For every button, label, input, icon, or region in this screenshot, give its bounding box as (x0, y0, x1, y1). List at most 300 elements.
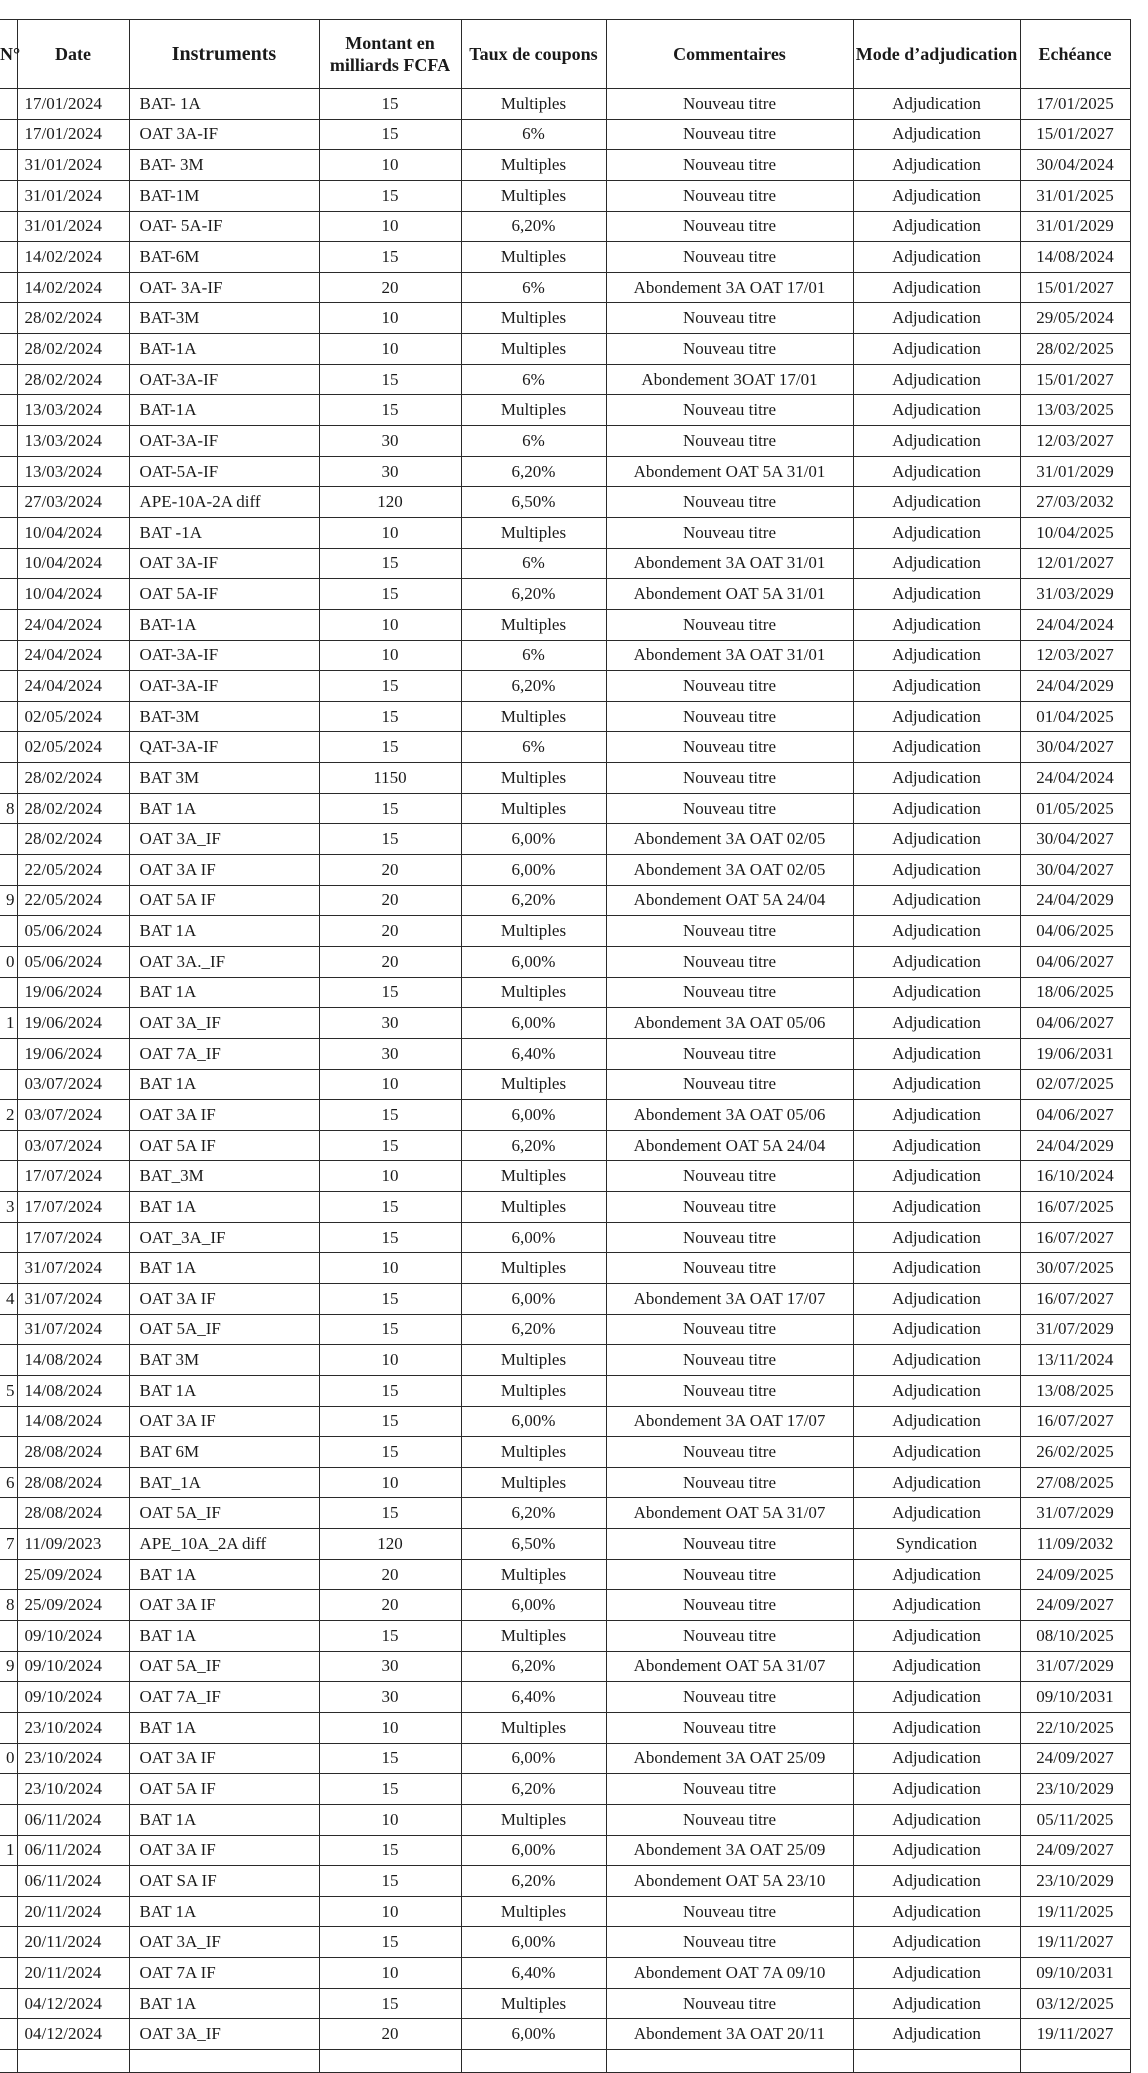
date-cell: 05/06/2024 (17, 946, 129, 977)
mode-cell: Adjudication (853, 671, 1020, 702)
row-number: 0 (0, 946, 17, 977)
comment-cell: Nouveau titre (606, 1621, 853, 1652)
coupon-cell: Multiples (461, 1345, 606, 1376)
mode-cell: Adjudication (853, 609, 1020, 640)
mode-cell: Adjudication (853, 1314, 1020, 1345)
mode-cell: Adjudication (853, 303, 1020, 334)
mode-cell: Adjudication (853, 150, 1020, 181)
coupon-cell: Multiples (461, 1161, 606, 1192)
table-row (0, 1835, 1130, 1866)
comment-cell: Nouveau titre (606, 334, 853, 365)
table-row (0, 1192, 1130, 1223)
date-cell: 13/03/2024 (17, 456, 129, 487)
comment-cell: Nouveau titre (606, 701, 853, 732)
maturity-cell: 02/07/2025 (1020, 1069, 1130, 1100)
table-row (0, 426, 1130, 457)
row-number (0, 334, 17, 365)
header-no: N° (0, 20, 17, 89)
header-instrument: Instruments (129, 20, 319, 89)
instrument-cell: QAT-3A-IF (129, 732, 319, 763)
comment-cell: Nouveau titre (606, 150, 853, 181)
maturity-cell: 09/10/2031 (1020, 1682, 1130, 1713)
row-number (0, 272, 17, 303)
comment-cell: Nouveau titre (606, 1712, 853, 1743)
coupon-cell: 6,40% (461, 1038, 606, 1069)
table-row (0, 1927, 1130, 1958)
row-number (0, 855, 17, 886)
row-number (0, 1222, 17, 1253)
row-number: 1 (0, 1008, 17, 1039)
comment-cell: Abondement 3A OAT 17/07 (606, 1406, 853, 1437)
mode-cell: Adjudication (853, 1651, 1020, 1682)
maturity-cell: 24/04/2029 (1020, 671, 1130, 702)
coupon-cell: 6,00% (461, 1590, 606, 1621)
maturity-cell: 15/01/2027 (1020, 119, 1130, 150)
mode-cell: Adjudication (853, 1253, 1020, 1284)
coupon-cell: 6,20% (461, 1866, 606, 1897)
date-cell: 24/04/2024 (17, 671, 129, 702)
row-number (0, 242, 17, 273)
amount-cell: 120 (319, 1529, 461, 1560)
empty-cell (461, 2050, 606, 2073)
amount-cell: 15 (319, 1743, 461, 1774)
row-number: 4 (0, 1283, 17, 1314)
amount-cell: 20 (319, 1590, 461, 1621)
row-number (0, 1774, 17, 1805)
date-cell: 10/04/2024 (17, 579, 129, 610)
row-number: 1 (0, 1835, 17, 1866)
row-number: 7 (0, 1529, 17, 1560)
coupon-cell: 6% (461, 119, 606, 150)
mode-cell: Adjudication (853, 272, 1020, 303)
table-row (0, 916, 1130, 947)
row-number (0, 640, 17, 671)
row-number (0, 1866, 17, 1897)
comment-cell: Abondement 3OAT 17/01 (606, 364, 853, 395)
instrument-cell: OAT 3A IF (129, 1590, 319, 1621)
mode-cell: Adjudication (853, 1130, 1020, 1161)
amount-cell: 20 (319, 946, 461, 977)
coupon-cell: 6,20% (461, 1498, 606, 1529)
table-row (0, 211, 1130, 242)
coupon-cell: Multiples (461, 1712, 606, 1743)
coupon-cell: 6% (461, 426, 606, 457)
coupon-cell: 6,00% (461, 2019, 606, 2050)
coupon-cell: Multiples (461, 242, 606, 273)
amount-cell: 15 (319, 1375, 461, 1406)
date-cell: 20/11/2024 (17, 1927, 129, 1958)
mode-cell: Adjudication (853, 1804, 1020, 1835)
amount-cell: 15 (319, 1498, 461, 1529)
row-number (0, 1406, 17, 1437)
row-number (0, 364, 17, 395)
table-row (0, 1958, 1130, 1989)
maturity-cell: 12/01/2027 (1020, 548, 1130, 579)
coupon-cell: Multiples (461, 1437, 606, 1468)
date-cell: 19/06/2024 (17, 1008, 129, 1039)
date-cell: 10/04/2024 (17, 548, 129, 579)
table-row (0, 1988, 1130, 2019)
date-cell: 06/11/2024 (17, 1804, 129, 1835)
maturity-cell: 24/04/2029 (1020, 1130, 1130, 1161)
date-cell: 03/07/2024 (17, 1100, 129, 1131)
maturity-cell: 26/02/2025 (1020, 1437, 1130, 1468)
comment-cell: Abondement 3A OAT 17/01 (606, 272, 853, 303)
mode-cell: Adjudication (853, 487, 1020, 518)
comment-cell: Abondement 3A OAT 31/01 (606, 548, 853, 579)
comment-cell: Nouveau titre (606, 395, 853, 426)
row-number (0, 150, 17, 181)
date-cell: 13/03/2024 (17, 426, 129, 457)
maturity-cell: 13/03/2025 (1020, 395, 1130, 426)
row-number (0, 1437, 17, 1468)
instrument-cell: BAT 6M (129, 1437, 319, 1468)
table-row (0, 885, 1130, 916)
mode-cell: Adjudication (853, 1069, 1020, 1100)
comment-cell: Abondement OAT 7A 09/10 (606, 1958, 853, 1989)
table-row (0, 824, 1130, 855)
mode-cell: Adjudication (853, 1498, 1020, 1529)
maturity-cell: 04/06/2027 (1020, 946, 1130, 977)
mode-cell: Adjudication (853, 1682, 1020, 1713)
maturity-cell: 31/07/2029 (1020, 1314, 1130, 1345)
maturity-cell: 04/06/2027 (1020, 1100, 1130, 1131)
instrument-cell: OAT_3A_IF (129, 1222, 319, 1253)
table-row (0, 1222, 1130, 1253)
table-row (0, 517, 1130, 548)
table-row (0, 1283, 1130, 1314)
comment-cell: Nouveau titre (606, 1345, 853, 1376)
coupon-cell: 6,00% (461, 1927, 606, 1958)
table-row (0, 1774, 1130, 1805)
row-number (0, 1069, 17, 1100)
amount-cell: 10 (319, 640, 461, 671)
row-number (0, 1038, 17, 1069)
table-row (0, 2019, 1130, 2050)
mode-cell: Adjudication (853, 640, 1020, 671)
coupon-cell: Multiples (461, 763, 606, 794)
amount-cell: 10 (319, 1958, 461, 1989)
date-cell: 28/02/2024 (17, 824, 129, 855)
coupon-cell: 6,00% (461, 1743, 606, 1774)
date-cell: 28/02/2024 (17, 334, 129, 365)
coupon-cell: 6% (461, 732, 606, 763)
table-row (0, 1467, 1130, 1498)
table-row (0, 1253, 1130, 1284)
row-number (0, 1253, 17, 1284)
instrument-cell: BAT 1A (129, 793, 319, 824)
maturity-cell: 12/03/2027 (1020, 640, 1130, 671)
comment-cell: Abondement 3A OAT 31/01 (606, 640, 853, 671)
table-row (0, 1375, 1130, 1406)
instrument-cell: OAT 3A_IF (129, 1008, 319, 1039)
table-row (0, 579, 1130, 610)
mode-cell: Adjudication (853, 1621, 1020, 1652)
instrument-cell: BAT 1A (129, 1988, 319, 2019)
coupon-cell: Multiples (461, 180, 606, 211)
row-number: 5 (0, 1375, 17, 1406)
comment-cell: Nouveau titre (606, 211, 853, 242)
issuance-table (0, 19, 1131, 2073)
table-row (0, 1161, 1130, 1192)
comment-cell: Nouveau titre (606, 1192, 853, 1223)
row-number (0, 395, 17, 426)
row-number (0, 1988, 17, 2019)
amount-cell: 10 (319, 1712, 461, 1743)
amount-cell: 10 (319, 1345, 461, 1376)
date-cell: 31/07/2024 (17, 1314, 129, 1345)
date-cell: 23/10/2024 (17, 1774, 129, 1805)
date-cell: 28/02/2024 (17, 793, 129, 824)
instrument-cell: BAT 1A (129, 1192, 319, 1223)
date-cell: 28/02/2024 (17, 763, 129, 794)
table-body (0, 89, 1130, 2073)
amount-cell: 15 (319, 1774, 461, 1805)
coupon-cell: 6,20% (461, 671, 606, 702)
table-row (0, 946, 1130, 977)
instrument-cell: OAT 7A_IF (129, 1038, 319, 1069)
instrument-cell: OAT 3A IF (129, 1100, 319, 1131)
coupon-cell: 6% (461, 548, 606, 579)
coupon-cell: 6,50% (461, 1529, 606, 1560)
amount-cell: 15 (319, 1835, 461, 1866)
mode-cell: Adjudication (853, 1988, 1020, 2019)
instrument-cell: OAT 5A_IF (129, 1498, 319, 1529)
mode-cell: Syndication (853, 1529, 1020, 1560)
instrument-cell: OAT-3A-IF (129, 364, 319, 395)
row-number: 0 (0, 1743, 17, 1774)
comment-cell: Nouveau titre (606, 1682, 853, 1713)
instrument-cell: OAT 3A IF (129, 855, 319, 886)
amount-cell: 15 (319, 1314, 461, 1345)
coupon-cell: 6% (461, 272, 606, 303)
comment-cell: Abondement OAT 5A 24/04 (606, 1130, 853, 1161)
amount-cell: 30 (319, 426, 461, 457)
row-number (0, 456, 17, 487)
coupon-cell: 6,50% (461, 487, 606, 518)
amount-cell: 15 (319, 1406, 461, 1437)
row-number (0, 487, 17, 518)
mode-cell: Adjudication (853, 1559, 1020, 1590)
coupon-cell: Multiples (461, 1069, 606, 1100)
mode-cell: Adjudication (853, 517, 1020, 548)
coupon-cell: Multiples (461, 334, 606, 365)
date-cell: 06/11/2024 (17, 1835, 129, 1866)
maturity-cell: 16/07/2025 (1020, 1192, 1130, 1223)
table-row (0, 763, 1130, 794)
date-cell: 03/07/2024 (17, 1130, 129, 1161)
coupon-cell: Multiples (461, 1804, 606, 1835)
mode-cell: Adjudication (853, 1712, 1020, 1743)
maturity-cell: 16/07/2027 (1020, 1283, 1130, 1314)
table-row (0, 272, 1130, 303)
maturity-cell: 23/10/2029 (1020, 1774, 1130, 1805)
mode-cell: Adjudication (853, 1100, 1020, 1131)
row-number (0, 1621, 17, 1652)
coupon-cell: 6,20% (461, 456, 606, 487)
table-row (0, 1743, 1130, 1774)
date-cell: 23/10/2024 (17, 1712, 129, 1743)
coupon-cell: Multiples (461, 1375, 606, 1406)
maturity-cell: 31/07/2029 (1020, 1498, 1130, 1529)
instrument-cell: APE-10A-2A diff (129, 487, 319, 518)
row-number (0, 548, 17, 579)
date-cell: 10/04/2024 (17, 517, 129, 548)
comment-cell: Abondement 3A OAT 02/05 (606, 855, 853, 886)
mode-cell: Adjudication (853, 1406, 1020, 1437)
row-number (0, 119, 17, 150)
date-cell: 04/12/2024 (17, 2019, 129, 2050)
date-cell: 28/08/2024 (17, 1498, 129, 1529)
header-coupon: Taux de coupons (461, 20, 606, 89)
instrument-cell: BAT-1A (129, 395, 319, 426)
comment-cell: Nouveau titre (606, 89, 853, 120)
maturity-cell: 31/01/2025 (1020, 180, 1130, 211)
empty-cell (0, 2050, 17, 2073)
comment-cell: Abondement 3A OAT 02/05 (606, 824, 853, 855)
comment-cell: Nouveau titre (606, 793, 853, 824)
instrument-cell: BAT 3M (129, 763, 319, 794)
date-cell: 06/11/2024 (17, 1866, 129, 1897)
coupon-cell: 6,40% (461, 1958, 606, 1989)
comment-cell: Abondement OAT 5A 31/07 (606, 1498, 853, 1529)
maturity-cell: 04/06/2025 (1020, 916, 1130, 947)
mode-cell: Adjudication (853, 916, 1020, 947)
mode-cell: Adjudication (853, 1192, 1020, 1223)
row-number (0, 824, 17, 855)
instrument-cell: BAT 1A (129, 1253, 319, 1284)
comment-cell: Nouveau titre (606, 1559, 853, 1590)
mode-cell: Adjudication (853, 2019, 1020, 2050)
instrument-cell: BAT -1A (129, 517, 319, 548)
date-cell: 31/07/2024 (17, 1253, 129, 1284)
row-number (0, 916, 17, 947)
mode-cell: Adjudication (853, 763, 1020, 794)
amount-cell: 10 (319, 303, 461, 334)
instrument-cell: BAT 1A (129, 916, 319, 947)
comment-cell: Abondement 3A OAT 20/11 (606, 2019, 853, 2050)
table-row (0, 487, 1130, 518)
amount-cell: 15 (319, 977, 461, 1008)
amount-cell: 15 (319, 671, 461, 702)
header-mode: Mode d’adjudication (853, 20, 1020, 89)
date-cell: 17/01/2024 (17, 89, 129, 120)
mode-cell: Adjudication (853, 1467, 1020, 1498)
comment-cell: Nouveau titre (606, 119, 853, 150)
comment-cell: Nouveau titre (606, 1988, 853, 2019)
amount-cell: 15 (319, 732, 461, 763)
date-cell: 17/01/2024 (17, 119, 129, 150)
maturity-cell: 27/03/2032 (1020, 487, 1130, 518)
date-cell: 02/05/2024 (17, 732, 129, 763)
comment-cell: Nouveau titre (606, 1069, 853, 1100)
table-row (0, 1406, 1130, 1437)
mode-cell: Adjudication (853, 579, 1020, 610)
instrument-cell: OAT 5A IF (129, 1774, 319, 1805)
date-cell: 25/09/2024 (17, 1590, 129, 1621)
comment-cell: Nouveau titre (606, 732, 853, 763)
coupon-cell: Multiples (461, 1896, 606, 1927)
instrument-cell: OAT-5A-IF (129, 456, 319, 487)
amount-cell: 15 (319, 1866, 461, 1897)
maturity-cell: 22/10/2025 (1020, 1712, 1130, 1743)
comment-cell: Nouveau titre (606, 180, 853, 211)
maturity-cell: 16/10/2024 (1020, 1161, 1130, 1192)
instrument-cell: BAT- 3M (129, 150, 319, 181)
instrument-cell: OAT- 5A-IF (129, 211, 319, 242)
amount-cell: 15 (319, 364, 461, 395)
coupon-cell: 6,20% (461, 1774, 606, 1805)
mode-cell: Adjudication (853, 824, 1020, 855)
instrument-cell: OAT 3A_IF (129, 2019, 319, 2050)
amount-cell: 15 (319, 1100, 461, 1131)
coupon-cell: Multiples (461, 517, 606, 548)
maturity-cell: 17/01/2025 (1020, 89, 1130, 120)
maturity-cell: 08/10/2025 (1020, 1621, 1130, 1652)
coupon-cell: Multiples (461, 89, 606, 120)
table-row (0, 180, 1130, 211)
maturity-cell: 24/04/2024 (1020, 609, 1130, 640)
mode-cell: Adjudication (853, 1161, 1020, 1192)
comment-cell: Abondement OAT 5A 31/07 (606, 1651, 853, 1682)
table-row (0, 150, 1130, 181)
instrument-cell: OAT 5A IF (129, 885, 319, 916)
mode-cell: Adjudication (853, 885, 1020, 916)
mode-cell: Adjudication (853, 364, 1020, 395)
comment-cell: Nouveau titre (606, 1314, 853, 1345)
amount-cell: 15 (319, 395, 461, 426)
maturity-cell: 10/04/2025 (1020, 517, 1130, 548)
date-cell: 20/11/2024 (17, 1958, 129, 1989)
comment-cell: Nouveau titre (606, 1038, 853, 1069)
row-number (0, 1161, 17, 1192)
instrument-cell: OAT 3A-IF (129, 548, 319, 579)
instrument-cell: BAT 1A (129, 1069, 319, 1100)
row-number (0, 763, 17, 794)
maturity-cell: 30/04/2027 (1020, 824, 1130, 855)
row-number (0, 303, 17, 334)
amount-cell: 15 (319, 793, 461, 824)
instrument-cell: BAT 1A (129, 1712, 319, 1743)
date-cell: 14/02/2024 (17, 272, 129, 303)
amount-cell: 10 (319, 609, 461, 640)
date-cell: 14/08/2024 (17, 1345, 129, 1376)
amount-cell: 120 (319, 487, 461, 518)
row-number (0, 180, 17, 211)
amount-cell: 15 (319, 1192, 461, 1223)
maturity-cell: 30/04/2024 (1020, 150, 1130, 181)
mode-cell: Adjudication (853, 1958, 1020, 1989)
table-row (0, 1345, 1130, 1376)
header-comment: Commentaires (606, 20, 853, 89)
instrument-cell: BAT-1M (129, 180, 319, 211)
instrument-cell: OAT 5A IF (129, 1130, 319, 1161)
amount-cell: 15 (319, 242, 461, 273)
row-number (0, 1804, 17, 1835)
maturity-cell: 19/11/2027 (1020, 1927, 1130, 1958)
coupon-cell: Multiples (461, 395, 606, 426)
instrument-cell: BAT_3M (129, 1161, 319, 1192)
comment-cell: Abondement OAT 5A 31/01 (606, 579, 853, 610)
row-number: 6 (0, 1467, 17, 1498)
row-number (0, 1498, 17, 1529)
table-row (0, 855, 1130, 886)
date-cell: 13/03/2024 (17, 395, 129, 426)
instrument-cell: OAT-3A-IF (129, 426, 319, 457)
instrument-cell: OAT 3A IF (129, 1406, 319, 1437)
comment-cell: Nouveau titre (606, 303, 853, 334)
date-cell: 24/04/2024 (17, 609, 129, 640)
